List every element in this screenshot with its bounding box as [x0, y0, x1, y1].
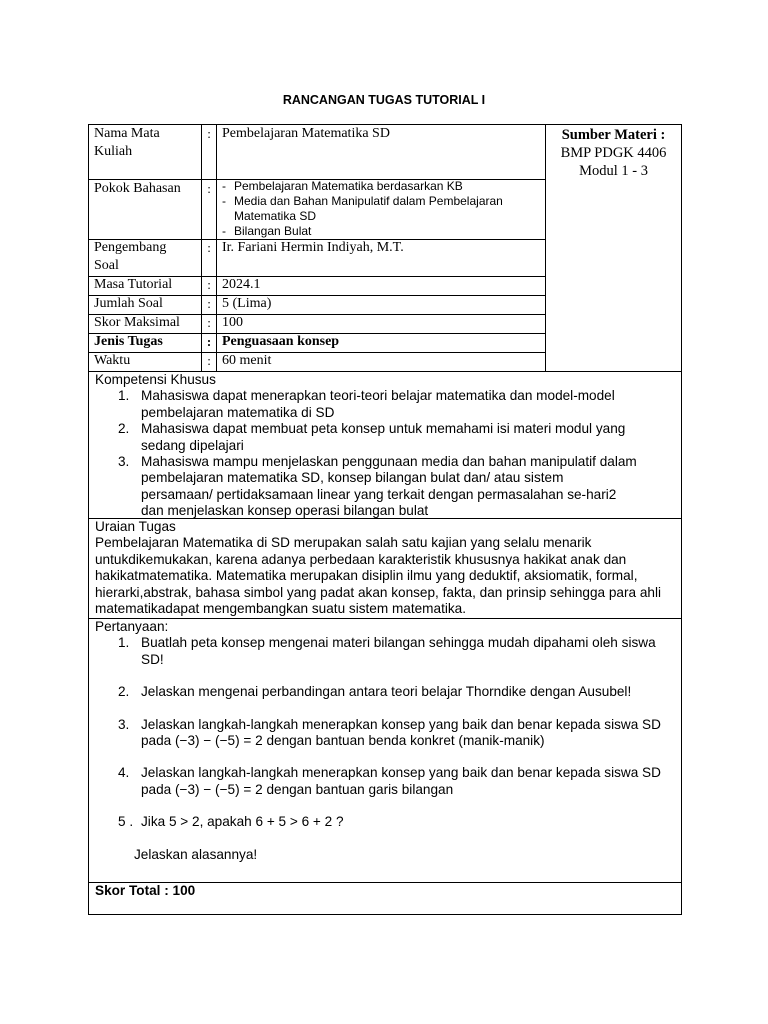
list-item — [118, 421, 638, 454]
sumber-materi-book: BMP PDGK 4406 — [560, 145, 667, 161]
document-title: RANCANGAN TUGAS TUTORIAL I — [282, 93, 486, 107]
colon: : — [207, 277, 211, 292]
item-number: 2. — [118, 421, 130, 437]
question-item — [118, 814, 675, 830]
question-number: 4. — [118, 765, 130, 781]
question-item — [118, 684, 675, 700]
kompetensi-list — [118, 388, 638, 519]
jumlah-soal-label: Jumlah Soal — [94, 296, 163, 311]
info-table — [88, 124, 682, 372]
bullet: - — [222, 179, 226, 193]
jenis-tugas-label: Jenis Tugas — [94, 334, 163, 349]
colon: : — [207, 240, 211, 255]
sumber-materi-modul: Modul 1 - 3 — [579, 163, 648, 179]
item-number: 3. — [118, 454, 130, 470]
jumlah-soal-value: 5 (Lima) — [222, 296, 272, 311]
skor-maksimal-label: Skor Maksimal — [94, 315, 180, 330]
kompetensi-section — [88, 371, 682, 519]
question-text-cont: pada (−3) − (−5) = 2 dengan bantuan garis bilangan — [141, 781, 454, 797]
question-follow-up: Jelaskan alasannya! — [134, 846, 258, 862]
question-item — [118, 765, 675, 798]
question-text: Buatlah peta konsep mengenai materi bilangan sehingga mudah dipahami oleh siswa — [141, 635, 656, 651]
uraian-heading: Uraian Tugas — [95, 519, 176, 534]
question-number: 5 . — [118, 814, 134, 830]
row-masa-value-cell — [216, 276, 546, 296]
colon: : — [206, 334, 212, 349]
list-item — [118, 454, 638, 520]
pokok-item-2: Media dan Bahan Manipulatif dalam Pembelajaran Matematika SD — [234, 194, 503, 223]
uraian-line: hierarki,abstrak, bahasa simbol yang padat akan konsep, fakta, dan prinsip sehingga para ahli — [95, 584, 662, 600]
list-item — [118, 388, 638, 421]
pokok-bahasan-label: Pokok Bahasan — [94, 181, 181, 196]
masa-tutorial-value: 2024.1 — [222, 277, 261, 292]
waktu-label: Waktu — [94, 353, 131, 368]
question-number: 2. — [118, 684, 130, 700]
uraian-line: Pembelajaran Matematika di SD merupakan salah satu kajian yang selalu menarik — [95, 535, 592, 551]
item-text: Mahasiswa dapat membuat peta konsep untuk memahami isi materi modul yang sedang dipelajari — [141, 421, 626, 453]
question-item — [118, 717, 675, 750]
uraian-line: untukdikemukakan, karena adanya perbedaan karakteristik khususnya hakikat anak dan — [95, 551, 627, 567]
colon: : — [207, 181, 211, 196]
list-item — [222, 224, 542, 239]
pokok-bahasan-list — [222, 179, 542, 239]
question-text-cont: pada (−3) − (−5) = 2 dengan bantuan benda konkret (manik-manik) — [141, 733, 545, 749]
item-number: 1. — [118, 388, 130, 404]
skor-total-label: Skor Total : 100 — [95, 883, 196, 898]
colon: : — [207, 315, 211, 330]
uraian-line: hakikatmatematika. Matematika merupakan disiplin ilmu yang deduktif, aksiomatik, formal, — [95, 568, 638, 584]
jenis-tugas-value: Penguasaan konsep — [222, 334, 340, 349]
skor-total-section — [88, 882, 682, 915]
question-item — [118, 635, 675, 668]
nama-mata-kuliah-value: Pembelajaran Matematika SD — [222, 126, 390, 141]
question-text: Jika 5 > 2, apakah 6 + 5 > 6 + 2 ? — [141, 814, 344, 830]
colon: : — [207, 353, 211, 368]
item-text: Mahasiswa dapat menerapkan teori-teori belajar matematika dan model-model pembelajaran matematika di SD — [141, 388, 615, 420]
colon: : — [207, 296, 211, 311]
nama-mata-kuliah-label: Nama Mata Kuliah — [94, 126, 160, 159]
pengembang-soal-value: Ir. Fariani Hermin Indiyah, M.T. — [222, 240, 404, 255]
uraian-line: matematikadapat mengembangkan suatu sistem matematika. — [95, 601, 466, 617]
pertanyaan-heading: Pertanyaan: — [95, 619, 169, 634]
pokok-item-1: Pembelajaran Matematika berdasarkan KB — [234, 179, 463, 193]
bullet: - — [222, 194, 226, 208]
colon: : — [207, 126, 211, 141]
pengembang-soal-label: Pengembang Soal — [94, 240, 167, 273]
uraian-section — [88, 518, 682, 619]
question-number: 1. — [118, 635, 130, 651]
waktu-value: 60 menit — [222, 353, 272, 368]
question-text: Jelaskan langkah-langkah menerapkan konsep yang baik dan benar kepada siswa SD — [141, 716, 661, 732]
sumber-materi-label: Sumber Materi : — [561, 127, 666, 143]
list-item — [222, 194, 542, 224]
item-text: Mahasiswa mampu menjelaskan penggunaan media dan bahan manipulatif dalam pembelajaran matematika SD, konsep bilangan bulat dan/ atau sistem persamaan/ pertidaksamaan linear yang terkait dengan permasalahan se-hari2 dan menjelaskan konsep operasi bilangan bulat — [141, 454, 637, 519]
question-text: Jelaskan mengenai perbandingan antara teori belajar Thorndike dengan Ausubel! — [141, 684, 632, 700]
pokok-item-3: Bilangan Bulat — [234, 224, 312, 238]
question-text: Jelaskan langkah-langkah menerapkan konsep yang baik dan benar kepada siswa SD — [141, 765, 661, 781]
kompetensi-heading: Kompetensi Khusus — [95, 372, 216, 387]
pertanyaan-section — [88, 618, 682, 883]
question-number: 3. — [118, 716, 130, 732]
bullet: - — [222, 224, 226, 238]
skor-maksimal-value: 100 — [222, 315, 243, 330]
row-skor-value-cell — [216, 314, 546, 334]
list-item — [222, 179, 542, 194]
masa-tutorial-label: Masa Tutorial — [94, 277, 173, 292]
question-text-cont: SD! — [141, 651, 164, 667]
